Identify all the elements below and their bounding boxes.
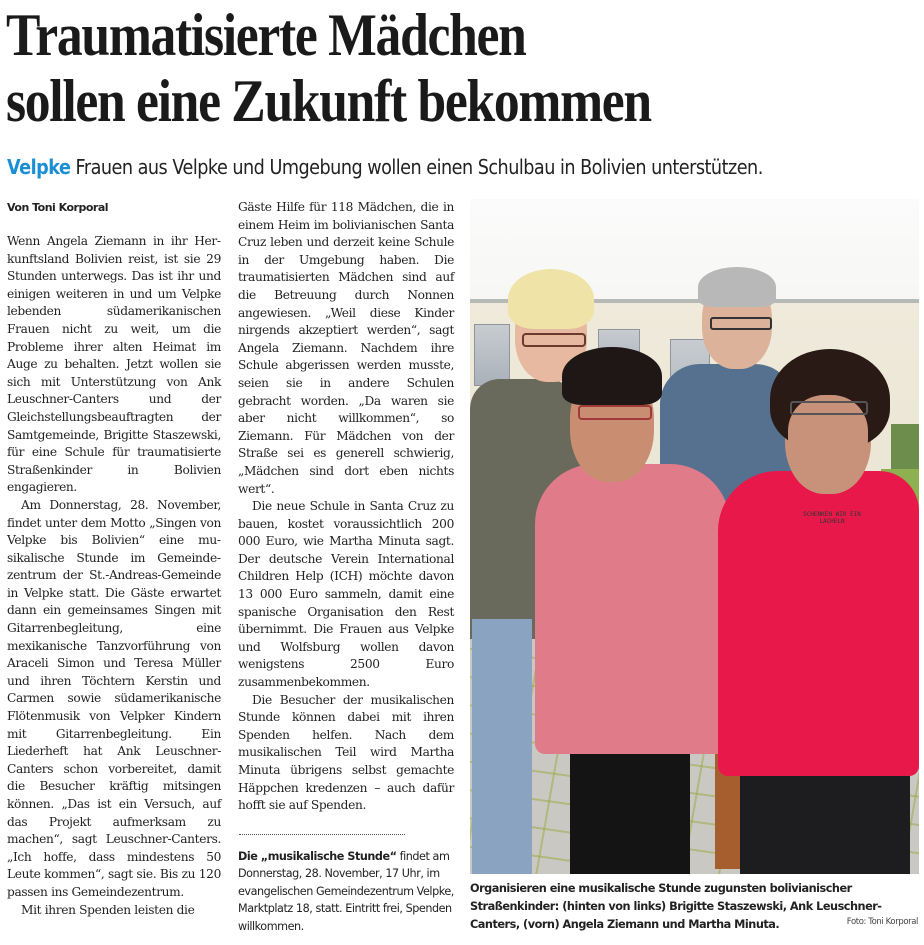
byline: Von Toni Korporal: [7, 201, 109, 214]
article-photo: [470, 199, 919, 874]
subheadline: [7, 152, 794, 182]
article-column-2: [238, 199, 454, 815]
paragraph: Gäste Hilfe für 118 Mädchen, die in einem Heim im bolivianischen Santa Cruz leben und derzeit keine Schule in der Umgebung haben. Die traumatisierten Mädchen sind auf die Betreuung durch Nonnen angewiesen. „Weil diese Kinder nirgends akzeptiert werden“, sagt Angela Ziemann. Nachdem ihre Schule abgerissen werden musste, seien sie in andere Schulen gebracht worden. „Da waren sie aber nicht willkommen“, so Ziemann. Für Mädchen von der Straße sei es generell schwierig, „Mädchen sind dort eben nichts wert“.: [238, 200, 454, 496]
location-kicker: Velpke: [7, 155, 71, 179]
photo-caption: Organisieren eine musikalische Stunde zugunsten bolivianischer Straßenkinder: (hinten von links) Brigitte Staszewski, Ank Leuschner-Canters, (vorn) Angela Ziemann und Martha Minuta.: [470, 882, 882, 931]
headline-line-1: Traumatisierte Mädchen: [6, 2, 526, 68]
paragraph: Am Donnerstag, 28. November, findet unter dem Motto „Singen von Velpke bis Bolivien“ eine musikalische Stunde im Gemeindezentrum der St.-Andreas-Gemeinde in Velpke statt. Die Gäste erwartet dann ein gemeinsames Singen mit Gitarrenbegleitung, eine mexikanische Tanzvorführung von Araceli Simon und Teresa Müller und ihren Töchtern Kerstin und Carmen sowie südamerikanische Flötenmusik von Velpker Kindern mit Gitarrenbegleitung. Ein Liederheft hat Ank Leuschner-Canters schon vorbereitet, damit die Besucher kräftig mitsingen können. „Das ist ein Versuch, auf das Projekt aufmerksam zu machen“, sagt Leuschner-Canters. „Ich hoffe, dass mindestens 50 Leute kommen“, sagt sie. Bis zu 120 passen ins Gemeindezentrum.: [7, 497, 221, 899]
info-text: findet am Donnerstag, 28. November, 17 Uhr, im evangelischen Gemeindezentrum Velpke, Marktplatz 18, statt. Eintritt frei, Spenden willkommen.: [238, 850, 454, 933]
shirt-print-text: SCHENKEN WIR EIN LACHELN: [803, 511, 861, 525]
paragraph: Die neue Schule in Santa Cruz zu bauen, kostet voraussichtlich 200 000 Euro, wie Martha Minuta sagt. Der deutsche Verein International Children Help (ICH) möchte davon 13 000 Euro sammeln, damit eine spanische Organisation den Rest übernimmt. Die Frauen aus Velpke und Wolfsburg wollen davon wenigstens 2500 Euro zusammenbekommen.: [238, 499, 454, 690]
paragraph: Die Besucher der musikalischen Stunde können dabei mit ihren Spenden helfen. Nach dem musikalischen Teil wird Martha Minuta übrigens selbst gemachte Häppchen kredenzen – auch dafür hofft sie auf Spenden.: [238, 692, 454, 813]
paragraph: Mit ihren Spenden leisten die: [21, 902, 195, 917]
event-info-box: [238, 848, 458, 935]
photo-credit: Foto: Toni Korporal: [846, 917, 918, 927]
window: [474, 324, 510, 386]
info-lead: Die „musikalische Stunde“: [238, 850, 397, 863]
headline-line-2: sollen eine Zukunft bekommen: [6, 68, 651, 134]
divider: [239, 834, 405, 835]
headline: [6, 2, 793, 134]
deck-text: Frauen aus Velpke und Umgebung wollen einen Schulbau in Bolivien unterstützen.: [75, 155, 763, 179]
paragraph: Wenn Angela Ziemann in ihr Herkunftsland Bolivien reist, ist sie 29 Stunden unterwegs. Das ist ihr und einigen weiteren in und um Velpke lebenden südamerikanischen Frauen nicht zu weit, um die Probleme ihrer alten Heimat im Auge zu behalten. Jetzt wollen sie sich mit Unterstützung von Ank Leuschner-Canters und der Gleichstellungsbeauftragten der Samtgemeinde, Brigitte Staszewski, für eine Schule für traumatisierte Straßenkinder in Bolivien engagieren.: [7, 234, 221, 495]
article-column-1: [7, 233, 221, 919]
